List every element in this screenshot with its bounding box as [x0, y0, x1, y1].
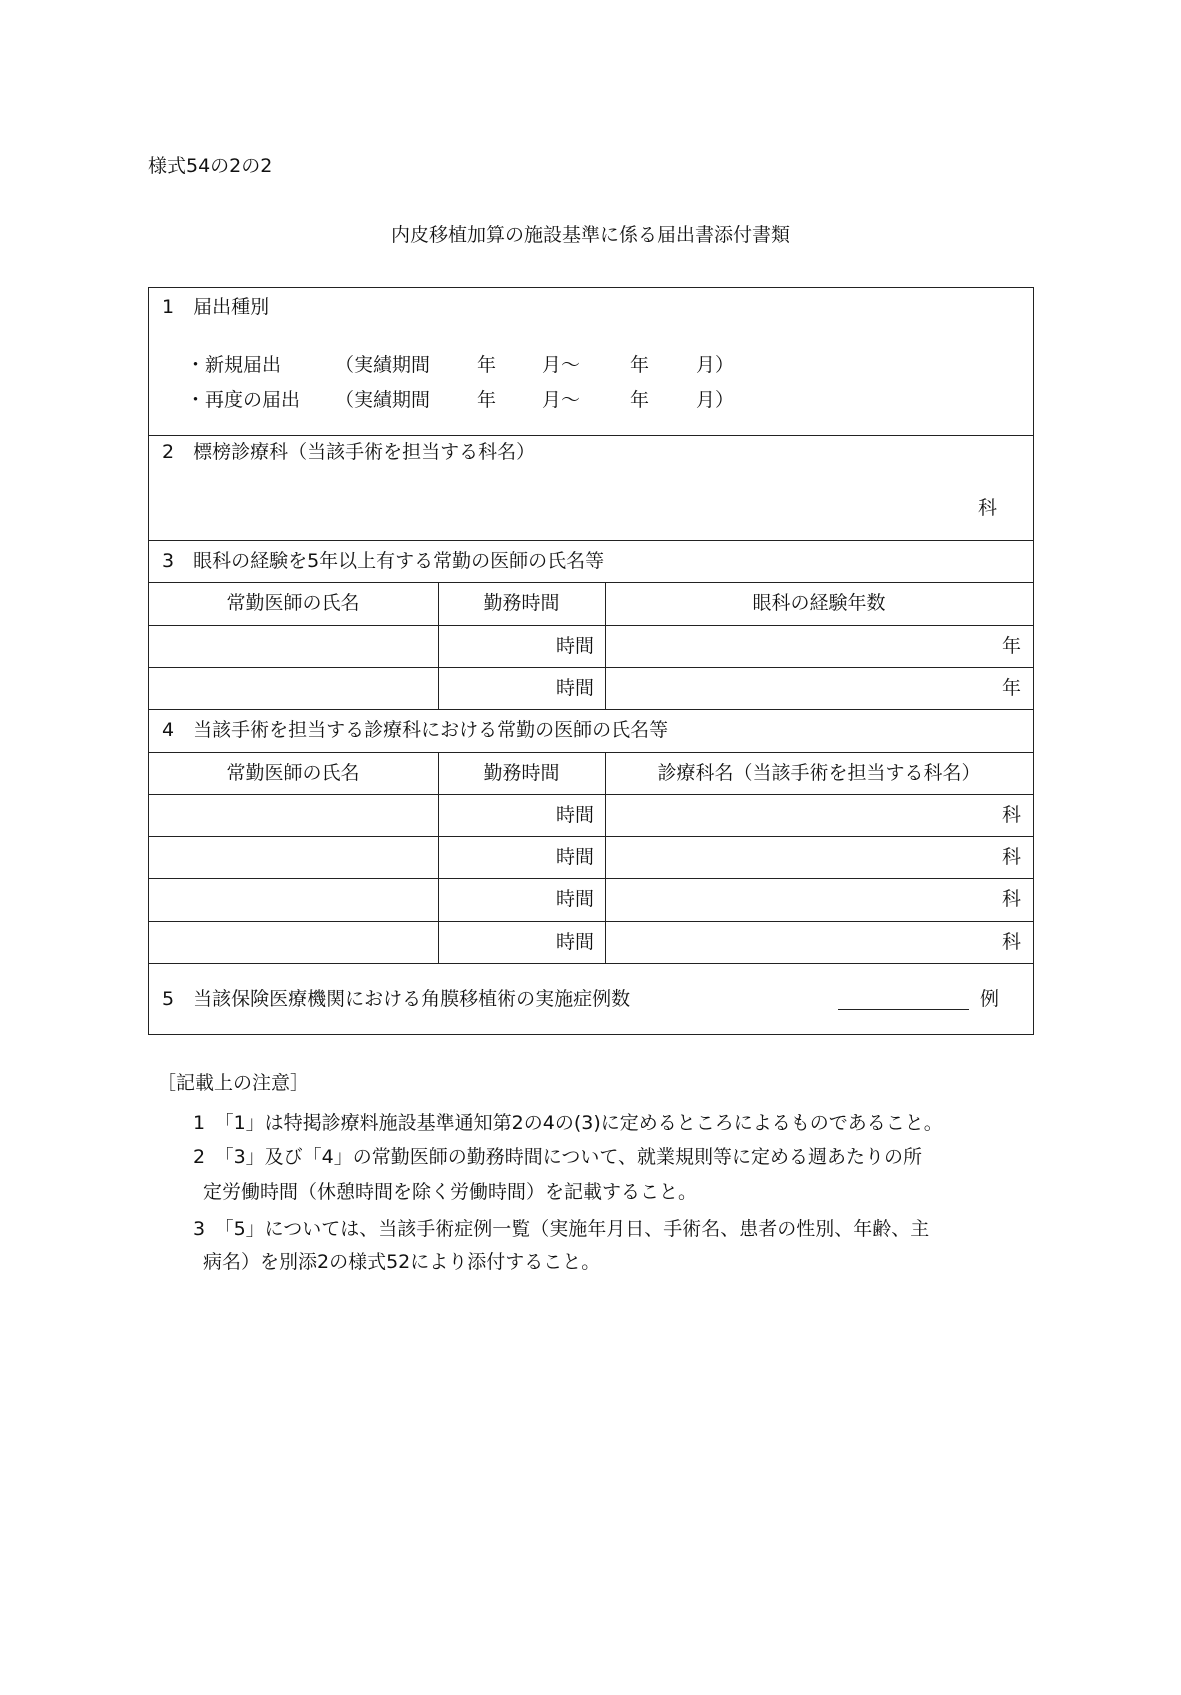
section2-heading: 2 標榜診療科（当該手術を担当する科名） [162, 441, 536, 463]
hours-label: 時間 [555, 888, 594, 910]
note-line: 病名）を別添2の様式52により添付すること。 [203, 1251, 601, 1273]
page-title: 内皮移植加算の施設基準に係る届出書添付書類 [390, 224, 790, 246]
column-header: 眼科の経験年数 [752, 592, 886, 614]
divider [148, 963, 1033, 964]
dept-suffix: 科 [978, 497, 998, 519]
month-label: 月～ [542, 354, 581, 376]
month-label: 月～ [542, 389, 581, 411]
hours-label: 時間 [555, 635, 594, 657]
note-line: 定労働時間（休憩時間を除く労働時間）を記載すること。 [203, 1181, 698, 1203]
hours-label: 時間 [555, 846, 594, 868]
year-label: 年 [630, 389, 650, 411]
dept-label: 科 [1001, 888, 1021, 910]
form-number: 様式54の2の2 [148, 155, 273, 177]
column-header: 常勤医師の氏名 [226, 762, 360, 784]
column-header: 常勤医師の氏名 [226, 592, 360, 614]
year-label: 年 [630, 354, 650, 376]
divider [148, 540, 1033, 541]
label: （実績期間 [335, 354, 431, 376]
label: ・新規届出 [186, 354, 282, 376]
divider [148, 794, 1033, 795]
divider [148, 625, 1033, 626]
case-count-blank [838, 1009, 969, 1010]
divider [148, 878, 1033, 879]
column-header: 勤務時間 [483, 592, 560, 614]
column-header: 勤務時間 [483, 762, 560, 784]
note-line: 1 「1」は特掲診療料施設基準通知第2の4の(3)に定めるところによるものであること。 [193, 1112, 943, 1134]
divider [148, 709, 1033, 710]
year-label: 年 [477, 389, 497, 411]
divider [148, 752, 1033, 753]
divider [148, 582, 1033, 583]
section3-heading: 3 眼科の経験を5年以上有する常勤の医師の氏名等 [162, 550, 605, 572]
notes-heading: ［記載上の注意］ [157, 1072, 310, 1094]
case-suffix: 例 [980, 988, 1000, 1010]
month-label: 月） [696, 354, 735, 376]
section5-heading: 5 当該保険医療機関における角膜移植術の実施症例数 [162, 988, 631, 1010]
label: ・再度の届出 [186, 389, 301, 411]
column-header: 診療科名（当該手術を担当する科名） [657, 762, 981, 784]
divider [148, 836, 1033, 837]
section1-heading: 1 届出種別 [162, 296, 270, 318]
dept-label: 科 [1001, 846, 1021, 868]
divider [148, 921, 1033, 922]
dept-label: 科 [1001, 804, 1021, 826]
hours-label: 時間 [555, 804, 594, 826]
dept-label: 科 [1001, 931, 1021, 953]
divider [148, 435, 1033, 436]
hours-label: 時間 [555, 677, 594, 699]
section4-heading: 4 当該手術を担当する診療科における常勤の医師の氏名等 [162, 719, 669, 741]
divider [148, 667, 1033, 668]
year-label: 年 [477, 354, 497, 376]
note-line: 3 「5」については、当該手術症例一覧（実施年月日、手術名、患者の性別、年齢、主 [193, 1218, 930, 1240]
note-line: 2 「3」及び「4」の常勤医師の勤務時間について、就業規則等に定める週あたりの所 [193, 1146, 923, 1168]
month-label: 月） [696, 389, 735, 411]
label: （実績期間 [335, 389, 431, 411]
years-label: 年 [1001, 677, 1021, 699]
hours-label: 時間 [555, 931, 594, 953]
years-label: 年 [1001, 635, 1021, 657]
